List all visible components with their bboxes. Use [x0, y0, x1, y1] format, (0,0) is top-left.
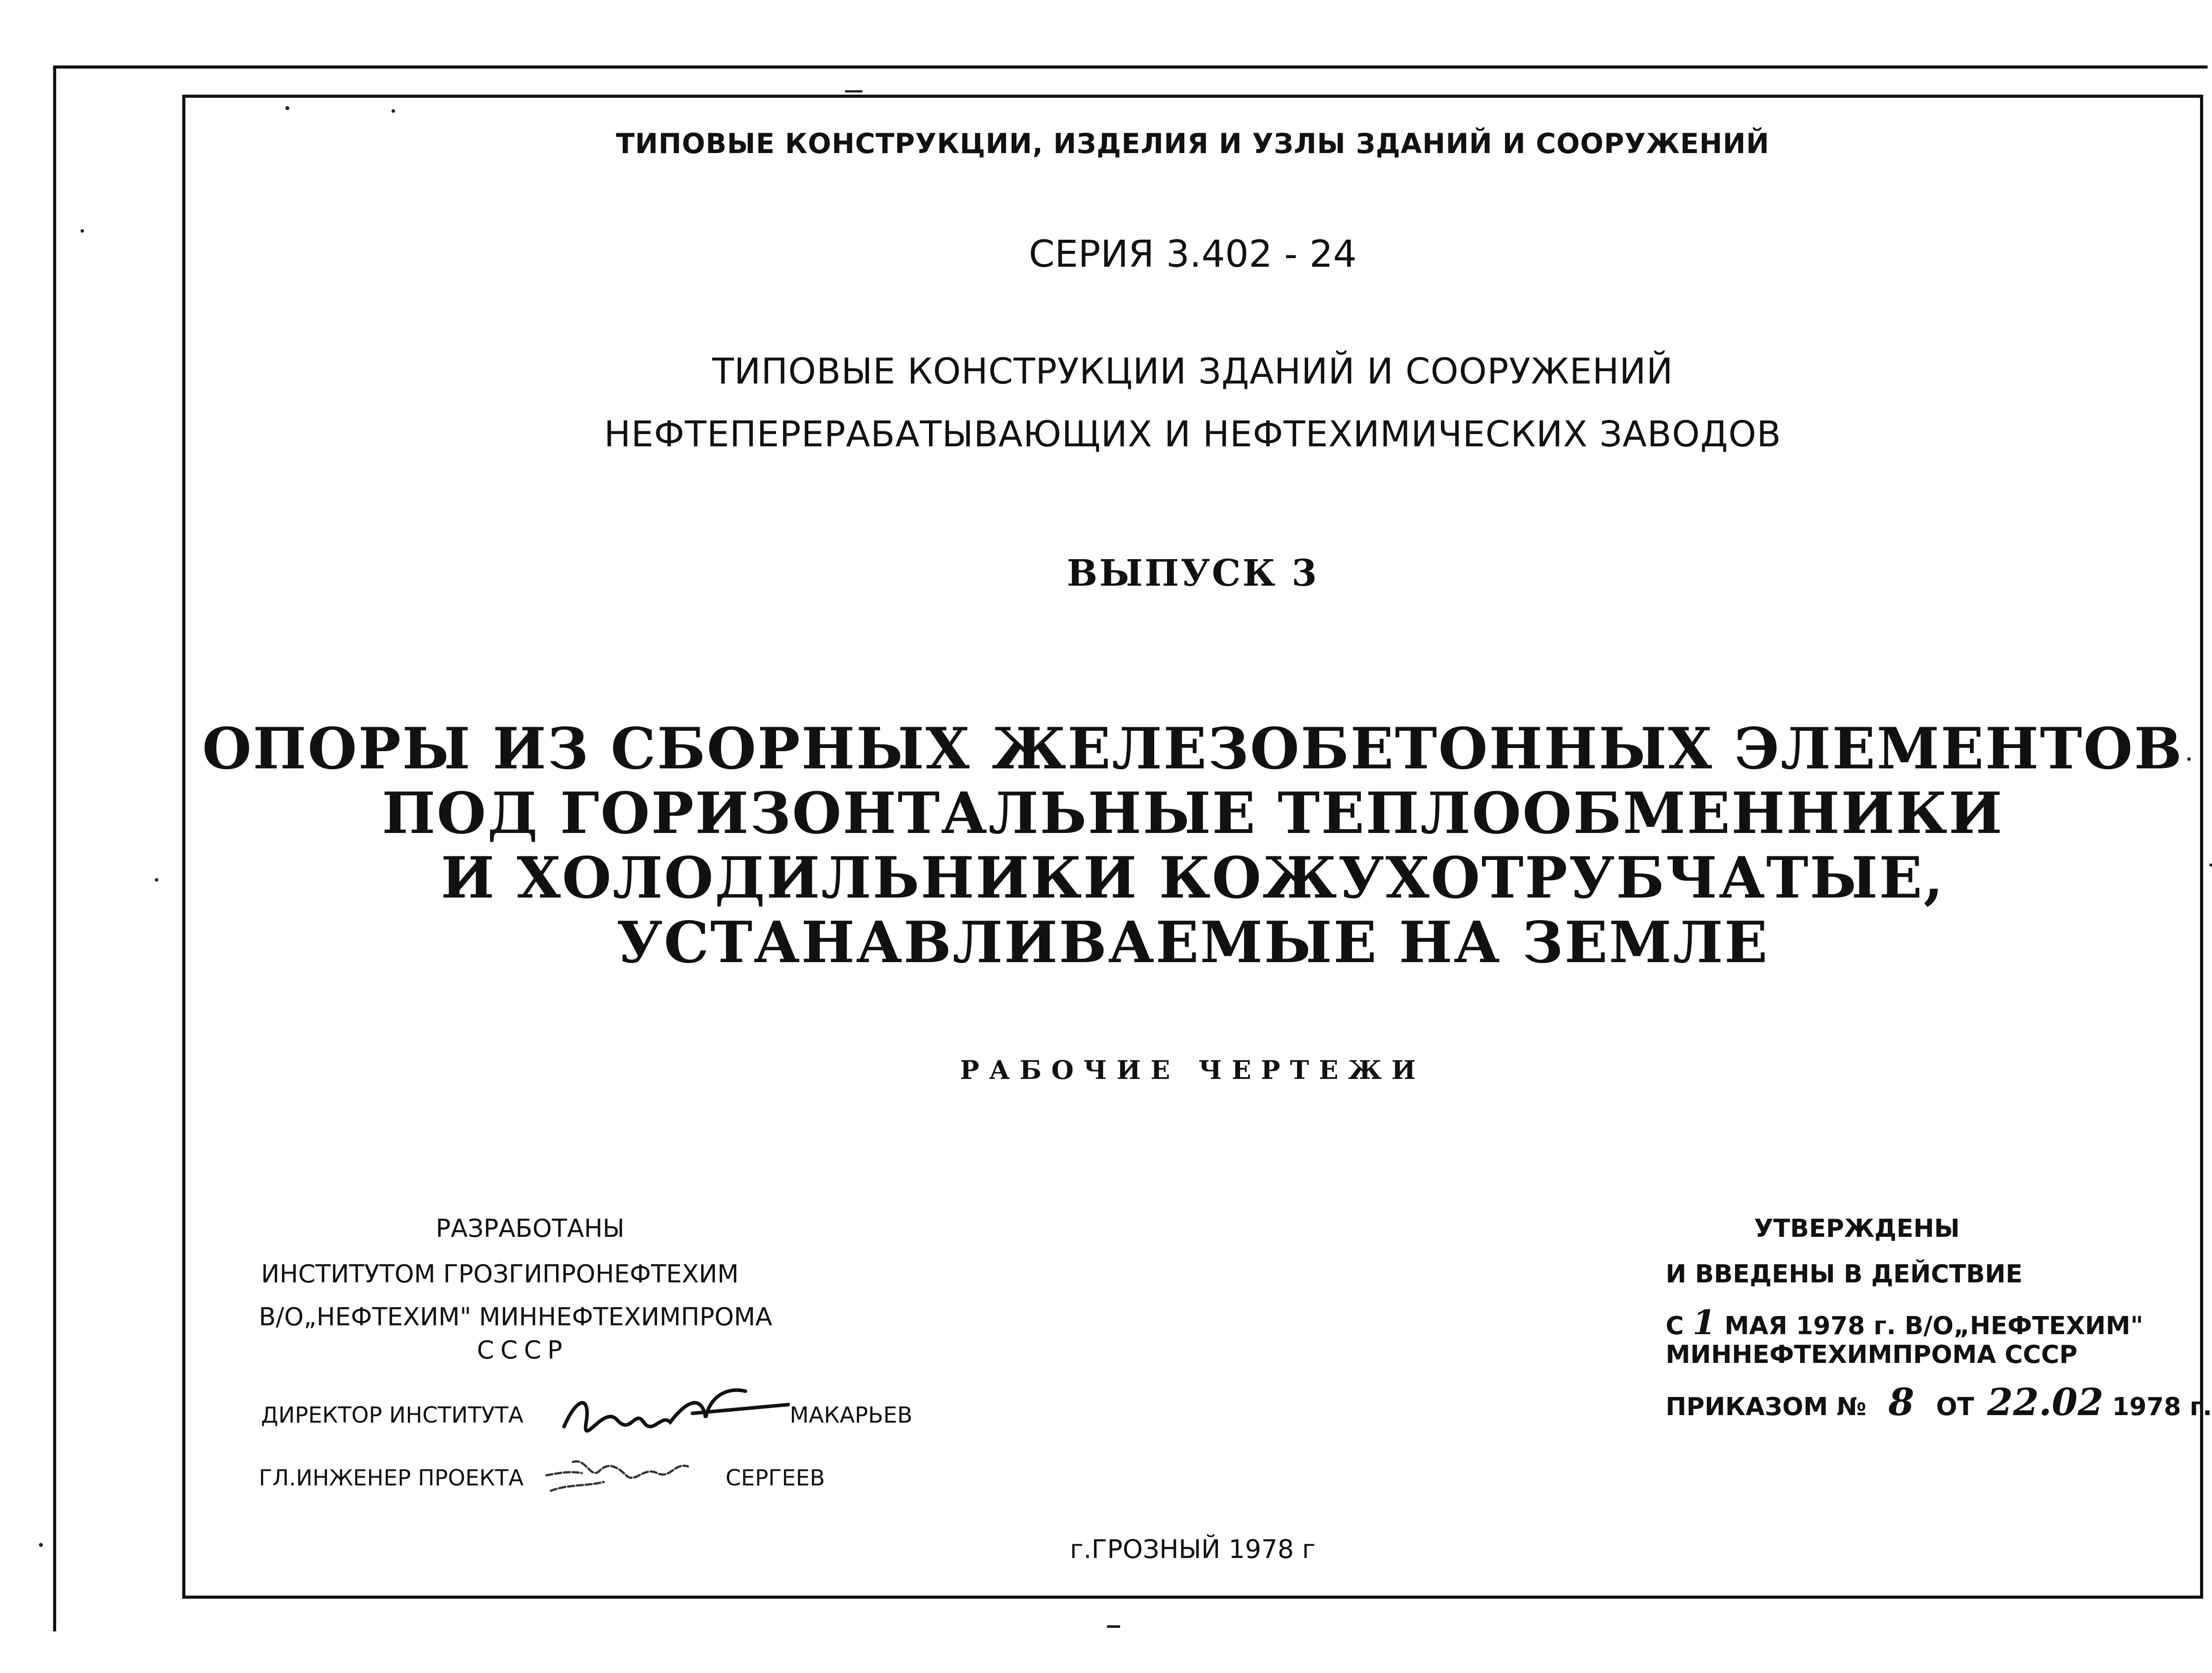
city-year: г.ГРОЗНЫЙ 1978 г — [1070, 1534, 1316, 1564]
title-line-2: ПОД ГОРИЗОНТАЛЬНЫЕ ТЕПЛООБМЕННИКИ — [382, 780, 2004, 847]
engineer-role: ГЛ.ИНЖЕНЕР ПРОЕКТА — [259, 1465, 524, 1491]
scan-speck — [285, 106, 289, 110]
scan-speck — [81, 229, 84, 233]
approved-order — [1666, 1380, 2212, 1424]
developed-heading: РАЗРАБОТАНЫ — [436, 1214, 625, 1243]
drawings-label: РАБОЧИЕ ЧЕРТЕЖИ — [960, 1055, 1426, 1085]
approved-line-1: И ВВЕДЕНЫ В ДЕЙСТВИЕ — [1666, 1260, 2023, 1289]
approved-heading: УТВЕРЖДЕНЫ — [1754, 1214, 1960, 1243]
scan-speck — [155, 878, 158, 882]
title-line-4: УСТАНАВЛИВАЕМЫЕ НА ЗЕМЛЕ — [616, 909, 1769, 976]
approved-from-suffix: МАЯ 1978 г. В/О„НЕФТЕХИМ" — [1724, 1312, 2143, 1340]
director-name: МАКАРЬЕВ — [790, 1402, 913, 1428]
top-heading: ТИПОВЫЕ КОНСТРУКЦИИ, ИЗДЕЛИЯ И УЗЛЫ ЗДАНИЙ И СООРУЖЕНИЙ — [616, 127, 1770, 160]
outer-border-top — [53, 65, 2208, 69]
order-prefix: ПРИКАЗОМ № — [1666, 1393, 1866, 1421]
scan-speck — [1107, 1625, 1120, 1628]
subtitle-line-1: ТИПОВЫЕ КОНСТРУКЦИИ ЗДАНИЙ И СООРУЖЕНИЙ — [712, 351, 1674, 392]
director-role: ДИРЕКТОР ИНСТИТУТА — [261, 1402, 524, 1428]
developed-line-1: ИНСТИТУТОМ ГРОЗГИПРОНЕФТЕХИМ — [261, 1260, 739, 1289]
approved-day: 1 — [1692, 1303, 1716, 1342]
title-line-3: И ХОЛОДИЛЬНИКИ КОЖУХОТРУБЧАТЫЕ, — [441, 845, 1945, 911]
scan-speck — [845, 90, 863, 92]
series-number: СЕРИЯ 3.402 - 24 — [1029, 232, 1357, 276]
order-date: 22.02 — [1987, 1380, 2104, 1424]
director-signature — [560, 1378, 790, 1444]
subtitle-line-2: НЕФТЕПЕРЕРАБАТЫВАЮЩИХ И НЕФТЕХИМИЧЕСКИХ ЗАВОДОВ — [604, 414, 1782, 455]
engineer-name: СЕРГЕЕВ — [726, 1465, 825, 1491]
approved-from-prefix: С — [1666, 1312, 1684, 1340]
scan-speck — [39, 1543, 43, 1547]
order-from: ОТ — [1936, 1393, 1974, 1421]
issue-number: ВЫПУСК 3 — [1067, 552, 1319, 595]
scan-speck — [392, 109, 395, 113]
scan-speck — [2209, 863, 2212, 867]
order-year: 1978 г. — [2112, 1393, 2212, 1421]
approved-line-3: МИННЕФТЕХИМПРОМА СССР — [1666, 1340, 2078, 1369]
outer-border-left — [53, 65, 56, 1631]
developed-line-2: В/О„НЕФТЕХИМ" МИННЕФТЕХИМПРОМА — [259, 1303, 772, 1331]
approved-line-2 — [1666, 1303, 2143, 1342]
order-number: 8 — [1888, 1380, 1914, 1424]
title-line-1: ОПОРЫ ИЗ СБОРНЫХ ЖЕЛЕЗОБЕТОННЫХ ЭЛЕМЕНТОВ — [202, 716, 2183, 782]
developed-line-3: СССР — [477, 1336, 569, 1365]
engineer-signature — [542, 1449, 719, 1497]
